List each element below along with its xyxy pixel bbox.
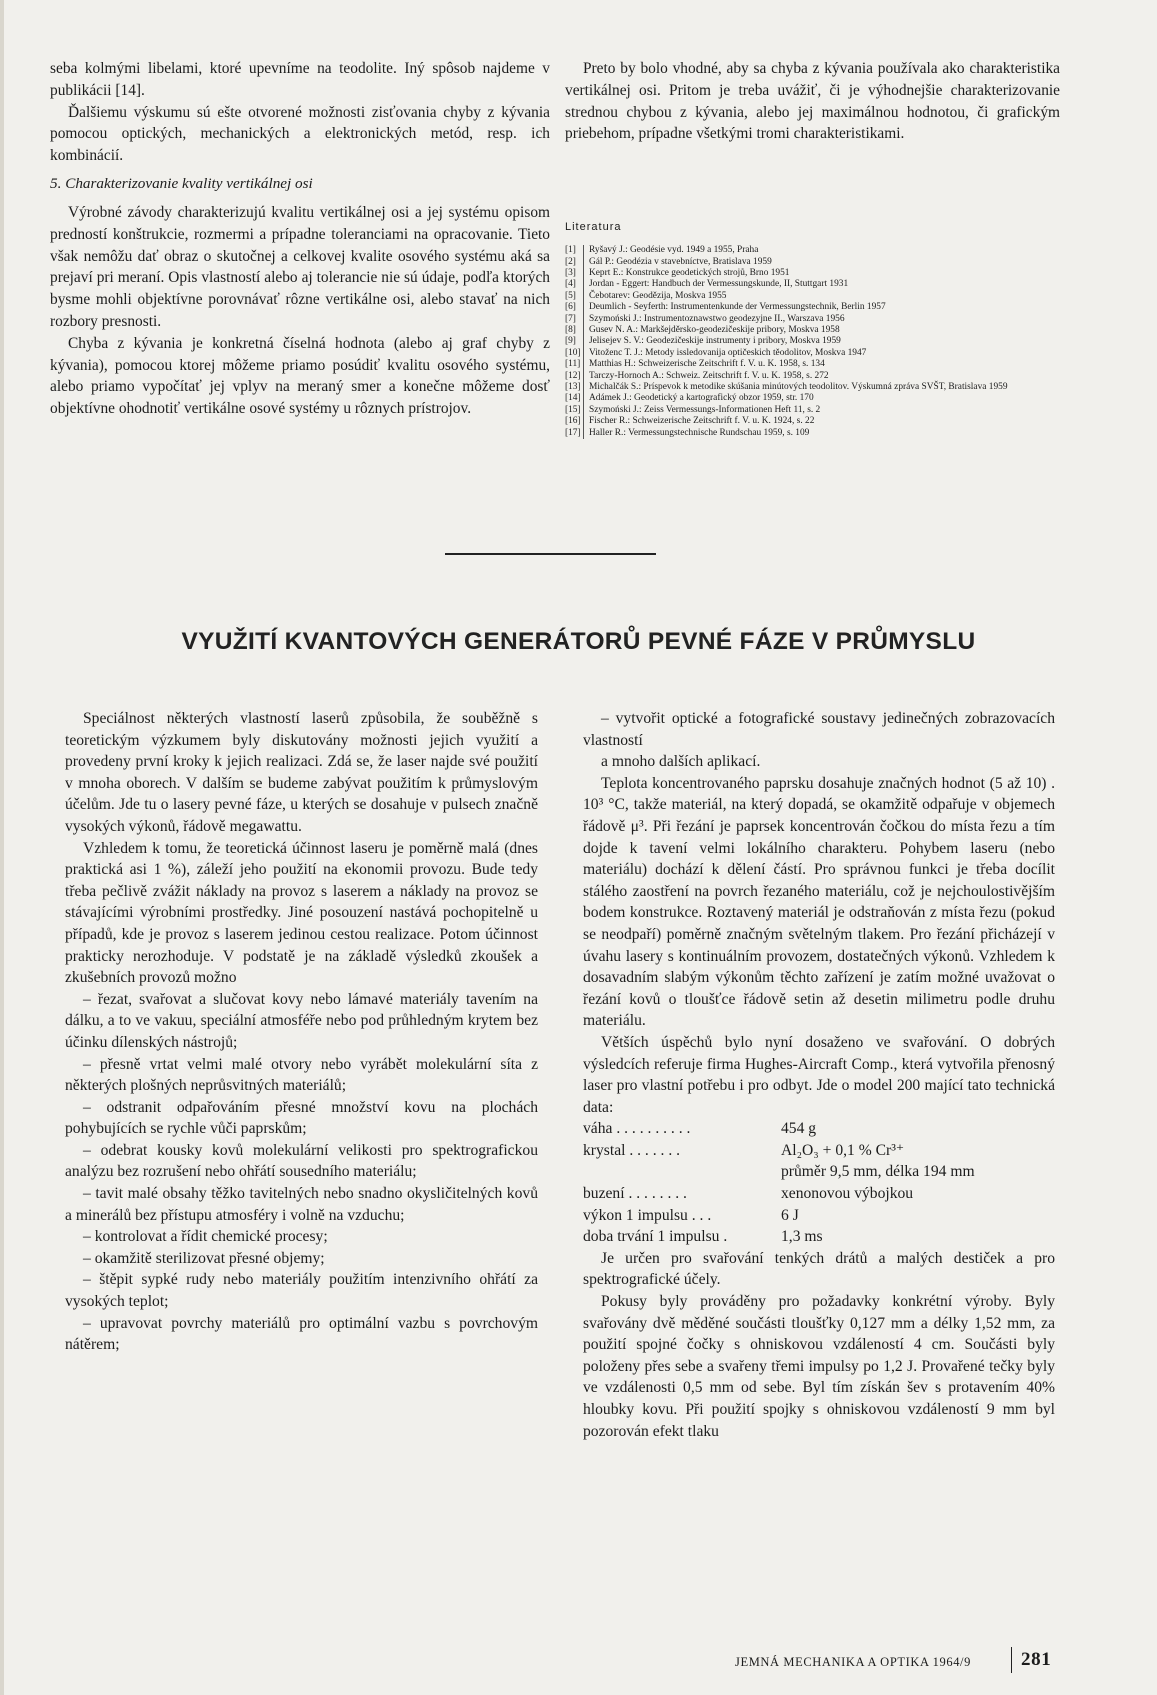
section-heading: 5. Charakterizovanie kvality vertikálnej osi bbox=[50, 174, 313, 192]
reference-item bbox=[565, 416, 1060, 427]
list-item: – štěpit sypké rudy nebo materiály použitím intenzivního ohřátí za vysokých teplot; bbox=[65, 1271, 538, 1311]
paragraph: Preto by bolo vhodné, aby sa chyba z kývania používala ako charakteristika vertikálnej osi. Pritom je treba uvážiť, či je výhodnejšie charakterizovanie strednou chybou z kývania, alebo jej maximálnou hodnotou, či grafickým priebehom, prípadne všetkými tromi charakteristikami. bbox=[565, 60, 1060, 143]
spec-label: doba trvání 1 impulsu . bbox=[583, 1228, 728, 1246]
reference-item bbox=[565, 302, 1060, 313]
reference-number: [12] bbox=[565, 371, 584, 382]
reference-number: [9] bbox=[565, 336, 584, 347]
paragraph: Vzhledem k tomu, že teoretická účinnost laseru je poměrně malá (dnes praktická asi 1 %), záleží jeho použití na ekonomii provozu. Bude tedy třeba pečlivě zvážit náklady na provoz s laserem a náklady na provoz se stávajícími výrobními prostředky. Jiné posouzení nastává pochopitelně u případů, kde je provoz s laserem jedinou cestou realizace. Potom účinnost prakticky nerozhoduje. V podstatě je na základě výsledků zkoušek a zkušebních provozů možno bbox=[65, 839, 538, 987]
spec-row bbox=[583, 1118, 1055, 1140]
reference-text: Jelisejev S. V.: Geodezičeskije instrumenty i pribory, Moskva 1959 bbox=[589, 336, 841, 347]
reference-text: Adámek J.: Geodetický a kartografický obzor 1959, str. 170 bbox=[589, 393, 814, 404]
list-item: – přesně vrtat velmi malé otvory nebo vyrábět molekulární síta z některých plošných neprůsvitných materiálů; bbox=[65, 1055, 538, 1095]
reference-text: Szymoński J.: Zeiss Vermessungs-Informationen Heft 11, s. 2 bbox=[589, 404, 821, 415]
spec-value: 6 J bbox=[781, 1206, 799, 1224]
footer-divider bbox=[1011, 1647, 1012, 1673]
list-item: – tavit malé obsahy těžko tavitelných nebo snadno okysličitelných kovů a minerálů bez přístupu atmosféry i volně na vzduchu; bbox=[65, 1185, 538, 1224]
reference-item bbox=[565, 348, 1060, 359]
reference-item bbox=[565, 393, 1060, 404]
spec-label: buzení . . . . . . . . bbox=[583, 1185, 687, 1203]
reference-item bbox=[565, 359, 1060, 370]
reference-item bbox=[565, 371, 1060, 382]
reference-item bbox=[565, 405, 1060, 416]
paragraph: a mnoho dalších aplikací. bbox=[601, 753, 761, 771]
reference-number: [8] bbox=[565, 325, 584, 336]
spec-value: 1,3 ms bbox=[781, 1228, 823, 1246]
list-item: – řezat, svařovat a slučovat kovy nebo lámavé materiály tavením na dálku, a to ve vakuu, speciální atmosféře nebo pod průhledným krytem bez účinku dílenských nástrojů; bbox=[65, 990, 538, 1051]
list-item: – kontrolovat a řídit chemické procesy; bbox=[83, 1228, 328, 1246]
paragraph: Větších úspěchů bylo nyní dosaženo ve svařování. O dobrých výsledcích referuje firma Hughes-Aircraft Comp., která vytvořila přenosný laser pro vlastní potřebu i pro odbyt. Jde o model 200 mající tato technická data: bbox=[583, 1033, 1055, 1116]
article-right-column bbox=[583, 708, 1055, 1442]
reference-text: Čebotarev: Geodězija, Moskva 1955 bbox=[589, 290, 727, 301]
reference-number: [3] bbox=[565, 268, 584, 279]
reference-text: Haller R.: Vermessungstechnische Rundschau 1959, s. 109 bbox=[589, 427, 810, 438]
reference-item bbox=[565, 314, 1060, 325]
paragraph: Výrobné závody charakterizujú kvalitu vertikálnej osi a jej systému opisom predností konštrukcie, rozmermi a prípadne toleranciami na opracovanie. Tieto však nemôžu dať obraz o skutočnej a celkovej kvalite osového systému aká sa prejaví pri meraní. Opis vlastností alebo aj tolerancie nie sú údaje, podľa ktorých bysme mohli objektívne porovnávať rôzne vertikálne osi, alebo stavať na nich rozbory presnosti. bbox=[50, 203, 550, 330]
spec-row bbox=[583, 1161, 1055, 1183]
reference-text: Gál P.: Geodézia v stavebníctve, Bratislava 1959 bbox=[589, 256, 772, 267]
spec-label: krystal . . . . . . . bbox=[583, 1141, 681, 1159]
article-separator-rule bbox=[445, 553, 656, 555]
reference-number: [1] bbox=[565, 245, 584, 256]
reference-item bbox=[565, 336, 1060, 347]
reference-item bbox=[565, 291, 1060, 302]
spec-value: průměr 9,5 mm, délka 194 mm bbox=[781, 1163, 975, 1181]
reference-item bbox=[565, 279, 1060, 290]
paragraph: seba kolmými libelami, ktoré upevníme na teodolite. Iný spôsob najdeme v publikácii [14]. bbox=[50, 60, 550, 99]
spec-row bbox=[583, 1140, 1055, 1162]
literature-heading: Literatura bbox=[565, 221, 622, 234]
reference-item bbox=[565, 382, 1060, 393]
reference-item bbox=[565, 257, 1060, 268]
list-item: – vytvořit optické a fotografické soustavy jedinečných zobrazovacích vlastností bbox=[583, 710, 1055, 749]
spec-row bbox=[583, 1183, 1055, 1205]
reference-text: Szymoński J.: Instrumentoznawstwo geodezyjne II., Warszava 1956 bbox=[589, 313, 845, 324]
reference-number: [17] bbox=[565, 428, 584, 439]
reference-text: Keprt E.: Konstrukce geodetických strojů, Brno 1951 bbox=[589, 268, 790, 278]
paragraph: Pokusy byly prováděny pro požadavky konkrétní výroby. Byly svařovány dvě měděné součásti tloušťky 0,127 mm a délky 1,52 mm, za použití spojné čočky s ohniskovou vzdáleností 4 cm. Součásti byly položeny přes sebe a svařeny třemi impulsy po 1,2 J. Provařené tečky byly ve vzdálenosti 0,5 mm od sebe. Byl tím získán šev s protavením 40% hloubky kovu. Při použití spojky s ohniskovou vzdáleností 9 mm byl pozorován efekt tlaku bbox=[583, 1293, 1055, 1440]
page-edge bbox=[0, 0, 4, 1695]
reference-item bbox=[565, 428, 1060, 439]
reference-text: Deumlich - Seyferth: Instrumentenkunde der Vermessungstechnik, Berlin 1957 bbox=[589, 302, 886, 313]
reference-number: [4] bbox=[565, 279, 584, 290]
reference-text: Gusev N. A.: Markšejděrsko-geodezičeskije pribory, Moskva 1958 bbox=[589, 325, 840, 336]
reference-text: Ryšavý J.: Geodésie vyd. 1949 a 1955, Praha bbox=[589, 245, 759, 256]
paragraph: Je určen pro svařování tenkých drátů a malých destiček a pro spektrografické účely. bbox=[583, 1249, 1055, 1289]
reference-text: Jordan - Eggert: Handbuch der Vermessungskunde, II, Stuttgart 1931 bbox=[589, 279, 849, 290]
page-footer bbox=[735, 1647, 1055, 1677]
reference-number: [7] bbox=[565, 314, 584, 325]
previous-article-right-column bbox=[565, 58, 1060, 439]
list-item: – okamžitě sterilizovat přesné objemy; bbox=[83, 1249, 325, 1267]
reference-item bbox=[565, 268, 1060, 279]
list-item: – upravovat povrchy materiálů pro optimální vazbu s povrchovým nátěrem; bbox=[65, 1314, 538, 1354]
reference-number: [15] bbox=[565, 405, 584, 416]
reference-number: [6] bbox=[565, 302, 584, 313]
reference-text: Fischer R.: Schweizerische Zeitschrift f. V. u. K. 1924, s. 22 bbox=[589, 416, 815, 427]
reference-item bbox=[565, 245, 1060, 256]
reference-number: [10] bbox=[565, 348, 584, 359]
paragraph: Chyba z kývania je konkretná číselná hodnota (alebo aj graf chyby z kývania), pomocou ktorej môžeme priamo posúdiť kvalitu osového systému, alebo priamo vypočítať jej vplyv na meraný smer a konečne môžeme dosť objektívne ohodnotiť vertikálne osové systémy u rôznych prístrojov. bbox=[50, 334, 550, 418]
reference-number: [13] bbox=[565, 382, 584, 393]
spec-label: váha . . . . . . . . . . bbox=[583, 1120, 691, 1138]
list-item: – odebrat kousky kovů molekulární velikosti pro spektrografickou analýzu bez rozrušení nebo ohřátí sousedního materiálu; bbox=[65, 1141, 538, 1181]
page-number: 281 bbox=[1021, 1649, 1052, 1670]
journal-name: JEMNÁ MECHANIKA A OPTIKA 1964/9 bbox=[735, 1655, 971, 1669]
reference-number: [11] bbox=[565, 359, 584, 370]
spec-row bbox=[583, 1205, 1055, 1227]
spec-label: výkon 1 impulsu . . . bbox=[583, 1206, 712, 1224]
list-item: – odstranit odpařováním přesné množství kovu na plochách pohybujících se rychle vůči paprskům; bbox=[65, 1098, 538, 1138]
reference-number: [14] bbox=[565, 393, 584, 404]
paragraph: Speciálnost některých vlastností laserů způsobila, že souběžně s teoretickým výzkumem byly diskutovány možnosti jejich využití a provedeny první kroky k jejich realizaci. Zdá se, že laser najde své použití v mnoha oborech. V dalším se budeme zabývat použitím k průmyslovým účelům. Jde tu o lasery pevné fáze, u kterých se dosahuje v pulsech značně vysokých výkonů, řádově megawattu. bbox=[65, 710, 538, 835]
reference-number: [16] bbox=[565, 416, 584, 427]
article-title: VYUŽITÍ KVANTOVÝCH GENERÁTORŮ PEVNÉ FÁZE V PRŮMYSLU bbox=[181, 628, 976, 655]
reference-text: Tarczy-Hornoch A.: Schweiz. Zeitschrift f. V. u. K. 1958, s. 272 bbox=[589, 370, 829, 381]
reference-item bbox=[565, 325, 1060, 336]
paragraph: Ďalšiemu výskumu sú ešte otvorené možnosti zisťovania chyby z kývania pomocou optických, mechanických a elektronických metód, resp. ich kombinácií. bbox=[50, 103, 550, 165]
previous-article-left-column bbox=[50, 58, 550, 420]
paragraph: Teplota koncentrovaného paprsku dosahuje značných hodnot (5 až 10) . 10³ °C, takže materiál, na který dopadá, se okamžitě odpařuje v objemech řádově μ³. Při řezání je paprsek koncentrován čočkou do místa řezu a tím dojde k tavení velmi lokálního charakteru. Pohybem laseru (nebo materiálu) dochází k dělení částí. Pro správnou funkci je třeba docílit stálého zaostření na povrch řezaného materiálu, což je nejchoulostivějším bodem konstrukce. Roztavený materiál je odstraňován z místa řezu (pokud se neodpaří) poměrně značným světelným tlakem. Pro řezání přicházejí v úvahu lasery s kontinuálním provozem, dostatečných výkonů. Vzhledem k dosavadním slabým výkonům těchto zařízení je zatím možné uvažovat o řezání kovů o tloušťce řádově setin až desetin milimetru podle druhu materiálu. bbox=[583, 774, 1055, 1030]
spec-label bbox=[583, 1161, 781, 1183]
reference-text: Matthias H.: Schweizerische Zeitschrift f. V. u. K. 1958, s. 134 bbox=[589, 359, 825, 370]
reference-number: [5] bbox=[565, 291, 584, 302]
spec-row bbox=[583, 1226, 1055, 1248]
article-left-column bbox=[65, 708, 538, 1356]
spec-value: xenonovou výbojkou bbox=[781, 1185, 914, 1203]
spec-table bbox=[583, 1118, 1055, 1248]
reference-text: Vitoženc T. J.: Metody issledovanija optičeskich těodolitov, Moskva 1947 bbox=[589, 347, 867, 358]
spec-value: Al₂O₃ + 0,1 % Cr³⁺ bbox=[781, 1141, 905, 1159]
reference-list bbox=[565, 245, 1060, 439]
reference-number: [2] bbox=[565, 257, 584, 268]
spec-value: 454 g bbox=[781, 1120, 817, 1138]
reference-text: Michalčák S.: Príspevok k metodike skúšania minútových teodolitov. Výskumná zpráva SVŠT, Bratislava 1959 bbox=[589, 382, 1008, 393]
